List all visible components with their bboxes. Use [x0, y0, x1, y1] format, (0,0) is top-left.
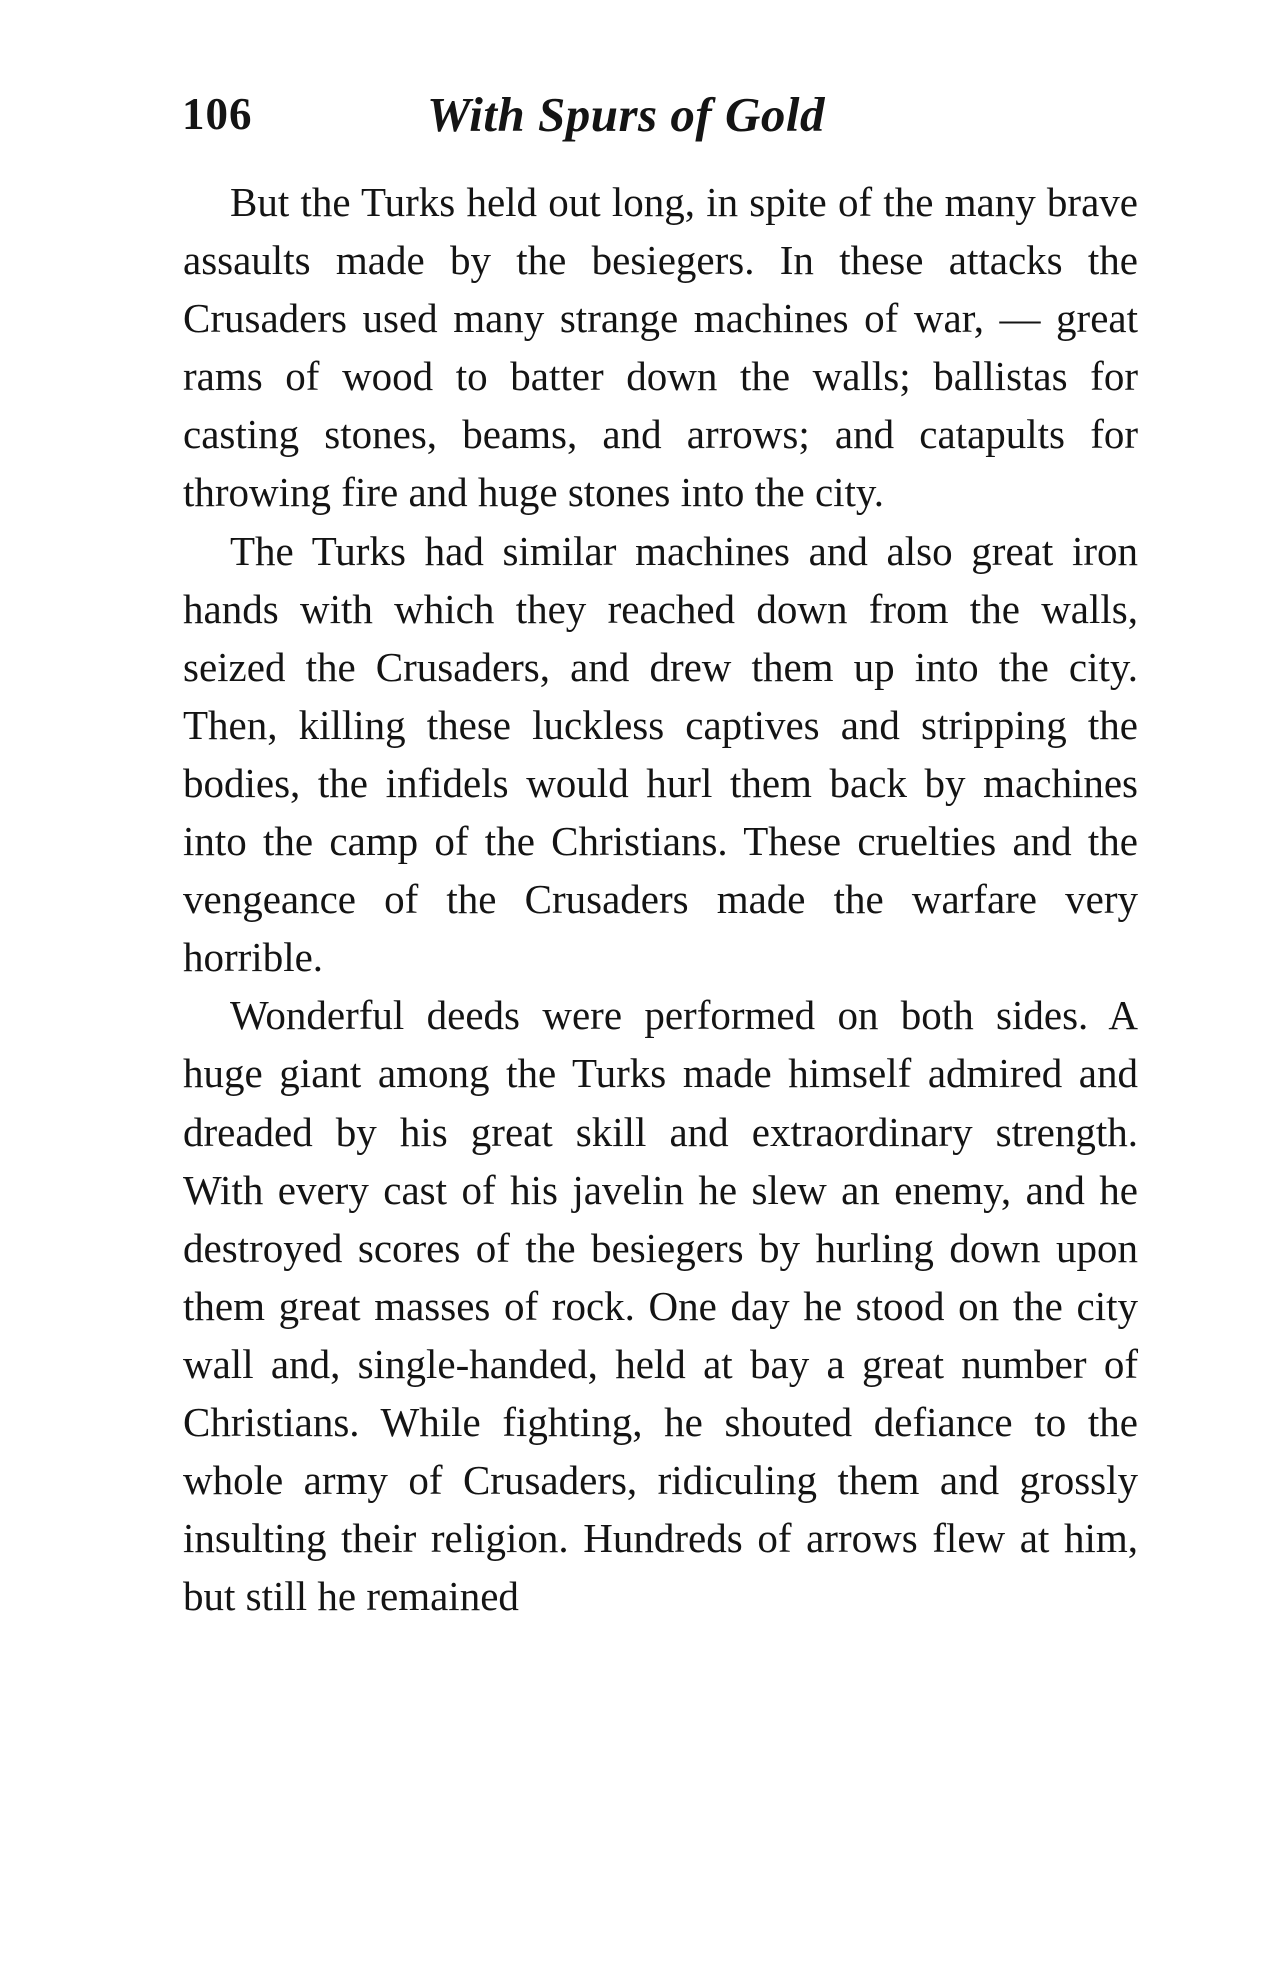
- paragraph: The Turks had similar machines and also great iron hands with which they reached down from the walls, seized the Crusaders, and drew them up into the city. Then, killing these luckless captives and stripping the bodies, the infidels would hurl them back by machines into the camp of the Christians. These cruelties and the vengeance of the Crusaders made the warfare very horrible.: [183, 527, 1138, 981]
- paragraph: Wonderful deeds were performed on both sides. A huge giant among the Turks made himself admired and dreaded by his great skill and extraordinary strength. With every cast of his javelin he slew an enemy, and he destroyed scores of the besiegers by hurling down upon them great masses of rock. One day he stood on the city wall and, single-handed, held at bay a great number of Christians. While fighting, he shouted defiance to the whole army of Crusaders, ridiculing them and grossly insulting their religion. Hundreds of arrows flew at him, but still he remained: [183, 992, 1138, 1620]
- body-text: [183, 173, 1138, 1625]
- page-header: [182, 88, 1142, 148]
- paragraph: But the Turks held out long, in spite of the many brave assaults made by the besiegers. In these attacks the Crusaders used many strange machines of war, — great rams of wood to batter down the walls; ballistas for casting stones, beams, and arrows; and catapults for throwing fire and huge stones into the city.: [183, 179, 1138, 516]
- page-number: 106: [182, 89, 253, 139]
- running-title: With Spurs of Gold: [427, 87, 825, 142]
